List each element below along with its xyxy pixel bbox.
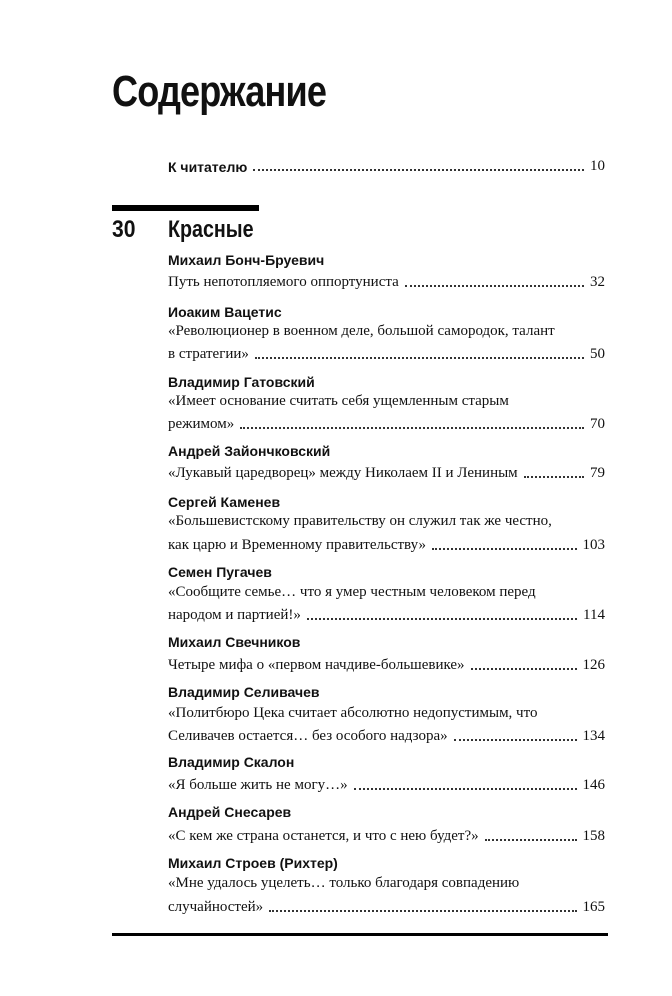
entry-title: «Лукавый царедворец» между Николаем II и Лениным — [168, 465, 518, 481]
entry-author: Владимир Гатовский — [168, 374, 315, 390]
leader-dots — [485, 839, 577, 841]
page-number: 126 — [582, 657, 605, 673]
toc-entry[interactable] — [168, 771, 605, 793]
entry-title: «С кем же страна останется, и что с нею будет?» — [168, 828, 479, 844]
toc-entry[interactable] — [168, 410, 605, 432]
entry-title-line: «Политбюро Цека считает абсолютно недопустимым, что — [168, 705, 538, 721]
entry-title-line: «Революционер в военном деле, большой самородок, талант — [168, 323, 555, 339]
page-number: 146 — [582, 777, 605, 793]
leader-dots — [454, 739, 577, 741]
toc-entry[interactable] — [168, 268, 605, 290]
toc-entry[interactable] — [168, 893, 605, 915]
leader-dots — [405, 285, 584, 287]
entry-title-line: «Сообщите семье… что я умер честным человеком перед — [168, 584, 536, 600]
toc-entry[interactable] — [168, 459, 605, 481]
entry-title-line: «Имеет основание считать себя ущемленным старым — [168, 393, 509, 409]
section-title: Красные — [168, 216, 254, 243]
entry-title-line: «Большевистскому правительству он служил так же честно, — [168, 513, 552, 529]
section-rule — [112, 205, 259, 211]
entry-author: Михаил Свечников — [168, 634, 301, 650]
page-number: 70 — [590, 416, 605, 432]
entry-title: «Я больше жить не могу…» — [168, 777, 348, 793]
leader-dots — [269, 910, 576, 912]
page-number: 32 — [590, 274, 605, 290]
entry-author: Андрей Снесарев — [168, 804, 292, 820]
leader-dots — [307, 618, 577, 620]
page-number: 134 — [582, 728, 605, 744]
entry-author: Михаил Строев (Рихтер) — [168, 855, 338, 871]
toc-entry[interactable] — [168, 722, 605, 744]
leader-dots — [471, 668, 577, 670]
entry-author: Сергей Каменев — [168, 494, 281, 510]
leader-dots — [524, 476, 584, 478]
toc-entry[interactable] — [168, 340, 605, 362]
leader-dots — [354, 788, 577, 790]
page-title: Содержание — [112, 67, 327, 116]
entry-author: Михаил Бонч-Бруевич — [168, 252, 325, 268]
page-number: 165 — [582, 899, 605, 915]
page-number: 158 — [582, 828, 605, 844]
entry-title: народом и партией!» — [168, 607, 301, 623]
entry-author: Владимир Скалон — [168, 754, 295, 770]
entry-title: Путь непотопляемого оппортуниста — [168, 274, 399, 290]
entry-title-line: «Мне удалось уцелеть… только благодаря совпадению — [168, 875, 520, 891]
page-number: 114 — [583, 607, 605, 623]
page-number: 79 — [590, 465, 605, 481]
page-number: 103 — [582, 537, 605, 553]
page-number: 50 — [590, 346, 605, 362]
entry-title: Четыре мифа о «первом начдиве-большевике» — [168, 657, 465, 673]
entry-author: Семен Пугачев — [168, 564, 272, 580]
toc-entry[interactable] — [168, 822, 605, 844]
entry-author: Владимир Селивачев — [168, 684, 320, 700]
toc-entry[interactable] — [168, 601, 605, 623]
entry-title: режимом» — [168, 416, 235, 432]
entry-author: Иоаким Вацетис — [168, 304, 282, 320]
toc-entry[interactable] — [168, 651, 605, 673]
leader-dots — [253, 169, 584, 171]
entry-author: Андрей Зайончковский — [168, 443, 331, 459]
page-number: 10 — [590, 158, 605, 174]
leader-dots — [432, 548, 577, 550]
toc-entry-intro[interactable] — [168, 152, 605, 174]
bottom-rule — [112, 933, 608, 936]
leader-dots — [255, 357, 584, 359]
leader-dots — [240, 427, 584, 429]
entry-title: случайностей» — [168, 899, 264, 915]
toc-entry[interactable] — [168, 531, 605, 553]
entry-title: Селивачев остается… без особого надзора» — [168, 728, 448, 744]
section-page-number: 30 — [112, 216, 136, 243]
toc-entry-label: К читателю — [168, 159, 248, 175]
entry-title: как царю и Временному правительству» — [168, 537, 426, 553]
entry-title: в стратегии» — [168, 346, 249, 362]
